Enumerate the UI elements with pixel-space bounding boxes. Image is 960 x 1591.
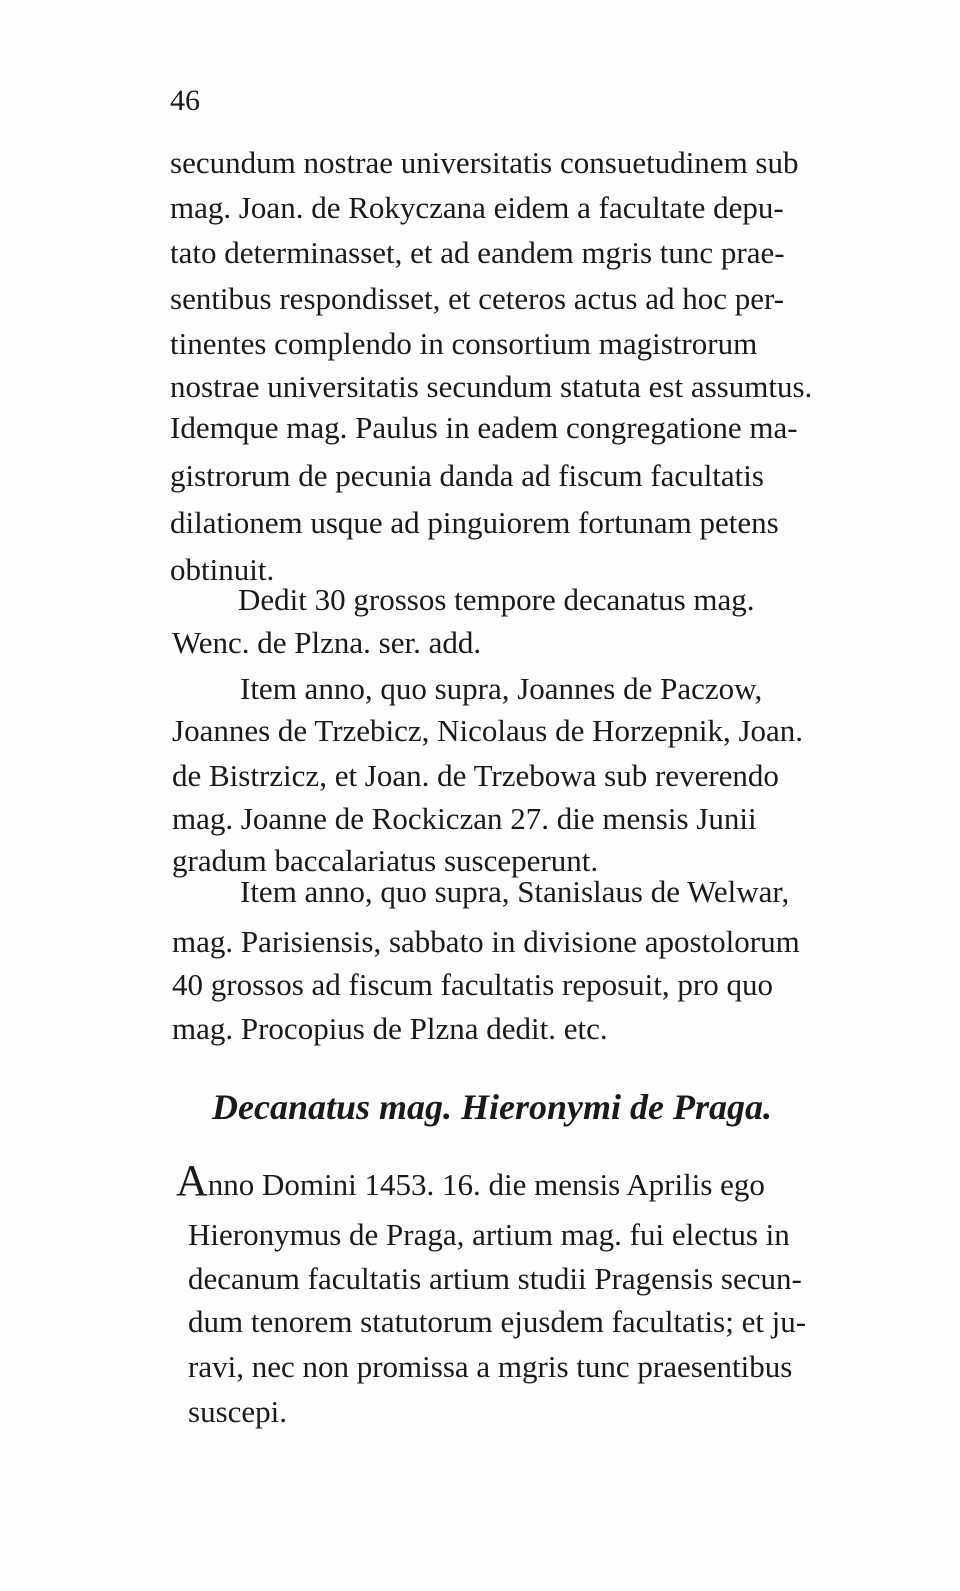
text-line: Hieronymus de Praga, artium mag. fui electus in (188, 1217, 790, 1252)
text-line: mag. Procopius de Plzna dedit. etc. (172, 1011, 608, 1046)
page-number: 46 (170, 84, 200, 117)
text-line: obtinuit. (170, 552, 275, 587)
text-line: gradum baccalariatus susceperunt. (172, 843, 599, 878)
section-heading: Decanatus mag. Hieronymi de Praga. (212, 1087, 772, 1127)
drop-cap: A (176, 1156, 208, 1205)
text-line (176, 1156, 765, 1205)
text-line: Dedit 30 grossos tempore decanatus mag. (238, 582, 755, 617)
text-line: Item anno, quo supra, Joannes de Paczow, (240, 671, 763, 706)
text-line: Wenc. de Plzna. ser. add. (172, 625, 482, 660)
text-line: suscepi. (188, 1394, 288, 1429)
text-line: gistrorum de pecunia danda ad fiscum facultatis (170, 458, 764, 493)
text-line: mag. Joanne de Rockiczan 27. die mensis Junii (172, 801, 757, 836)
text-line: dilationem usque ad pinguiorem fortunam petens (170, 505, 779, 540)
text-line: mag. Parisiensis, sabbato in divisione apostolorum (172, 924, 800, 959)
text-line: Joannes de Trzebicz, Nicolaus de Horzepnik, Joan. (172, 713, 804, 748)
text-line: de Bistrzicz, et Joan. de Trzebowa sub reverendo (172, 758, 779, 793)
text-line: Idemque mag. Paulus in eadem congregatione ma- (170, 410, 798, 445)
text-line: dum tenorem statutorum ejusdem facultatis; et ju- (188, 1304, 807, 1339)
first-line-rest: nno Domini 1453. 16. die mensis Aprilis ego (207, 1167, 765, 1202)
text-line: decanum facultatis artium studii Pragensis secun- (188, 1261, 802, 1296)
text-line: sentibus respondisset, et ceteros actus ad hoc per- (170, 281, 785, 316)
text-line: tato determinasset, et ad eandem mgris tunc prae- (170, 235, 785, 270)
text-line: tinentes complendo in consortium magistrorum (170, 326, 758, 361)
text-line: secundum nostrae universitatis consuetudinem sub (170, 145, 799, 180)
text-line: 40 grossos ad fiscum facultatis reposuit, pro quo (172, 967, 773, 1002)
text-line: Item anno, quo supra, Stanislaus de Welwar, (240, 874, 790, 909)
text-line: ravi, nec non promissa a mgris tunc praesentibus (188, 1349, 793, 1384)
text-line: mag. Joan. de Rokyczana eidem a facultate depu- (170, 190, 784, 225)
text-line: nostrae universitatis secundum statuta est assumtus. (170, 369, 813, 404)
